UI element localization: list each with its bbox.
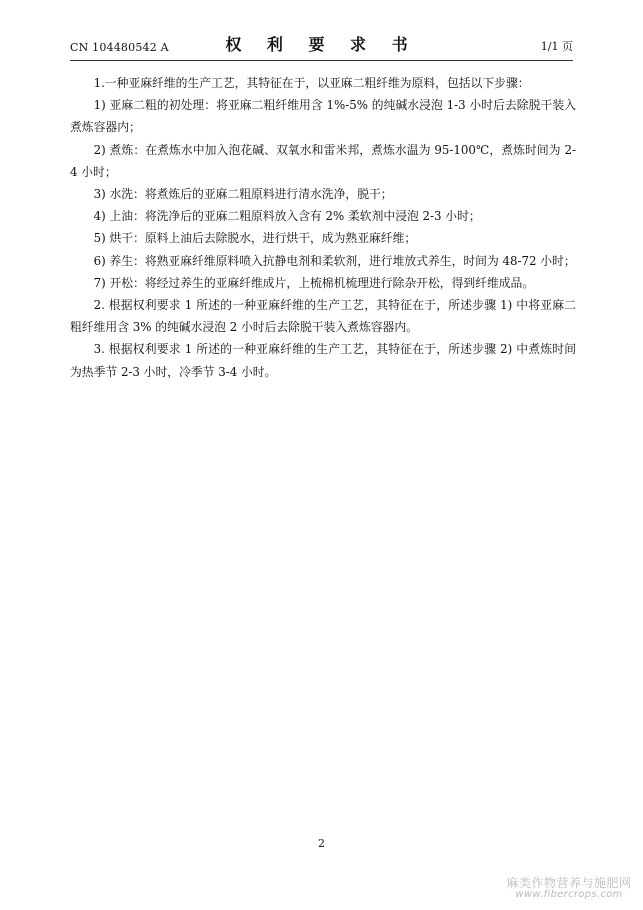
claim-1-step-2: 2) 煮炼：在煮炼水中加入泡花碱、双氧水和雷米邦，煮炼水温为 95-100℃，煮炼时间为 2-4 小时；: [70, 142, 576, 179]
section-title: 权 利 要 求 书: [225, 35, 418, 54]
claim-2: 2. 根据权利要求 1 所述的一种亚麻纤维的生产工艺，其特征在于，所述步骤 1) 中将亚麻二粗纤维用含 3% 的纯碱水浸泡 2 小时后去除脱干装入煮炼容器内。: [70, 298, 576, 335]
patent-number: CN 104480542 A: [70, 41, 169, 54]
claim-3: 3. 根据权利要求 1 所述的一种亚麻纤维的生产工艺，其特征在于，所述步骤 2) 中煮炼时间为热季节 2-3 小时，冷季节 3-4 小时。: [70, 342, 576, 379]
claim-1-step-4: 4) 上油：将洗净后的亚麻二粗原料放入含有 2% 柔软剂中浸泡 2-3 小时；: [93, 209, 481, 224]
claim-1-intro: 1.一种亚麻纤维的生产工艺，其特征在于，以亚麻二粗纤维为原料，包括以下步骤：: [93, 76, 530, 90]
watermark-url: www.fibercrops.com: [515, 889, 623, 900]
claim-1-step-7: 7) 开松：将经过养生的亚麻纤维成片，上梳棉机梳理进行除杂开松，得到纤维成品。: [93, 275, 535, 290]
page-number: 2: [318, 837, 325, 850]
claim-1-step-6: 6) 养生：将熟亚麻纤维原料喷入抗静电剂和柔软剂，进行堆放式养生，时间为 48-72 小时；: [93, 253, 576, 268]
site-watermark: [499, 878, 639, 900]
claim-1-step-5: 5) 烘干：原料上油后去除脱水，进行烘干，成为熟亚麻纤维；: [93, 231, 417, 246]
watermark-site-name: 麻类作物营养与施肥网: [506, 876, 632, 890]
page-indicator: 1/1 页: [540, 40, 573, 53]
page-header: [70, 30, 573, 61]
claims-body: [70, 72, 576, 383]
claim-1-step-3: 3) 水洗：将煮炼后的亚麻二粗原料进行清水洗净，脱干；: [93, 187, 393, 202]
claim-1-step-1: 1) 亚麻二粗的初处理：将亚麻二粗纤维用含 1%-5% 的纯碱水浸泡 1-3 小时后去除脱干装入煮炼容器内；: [70, 98, 576, 135]
